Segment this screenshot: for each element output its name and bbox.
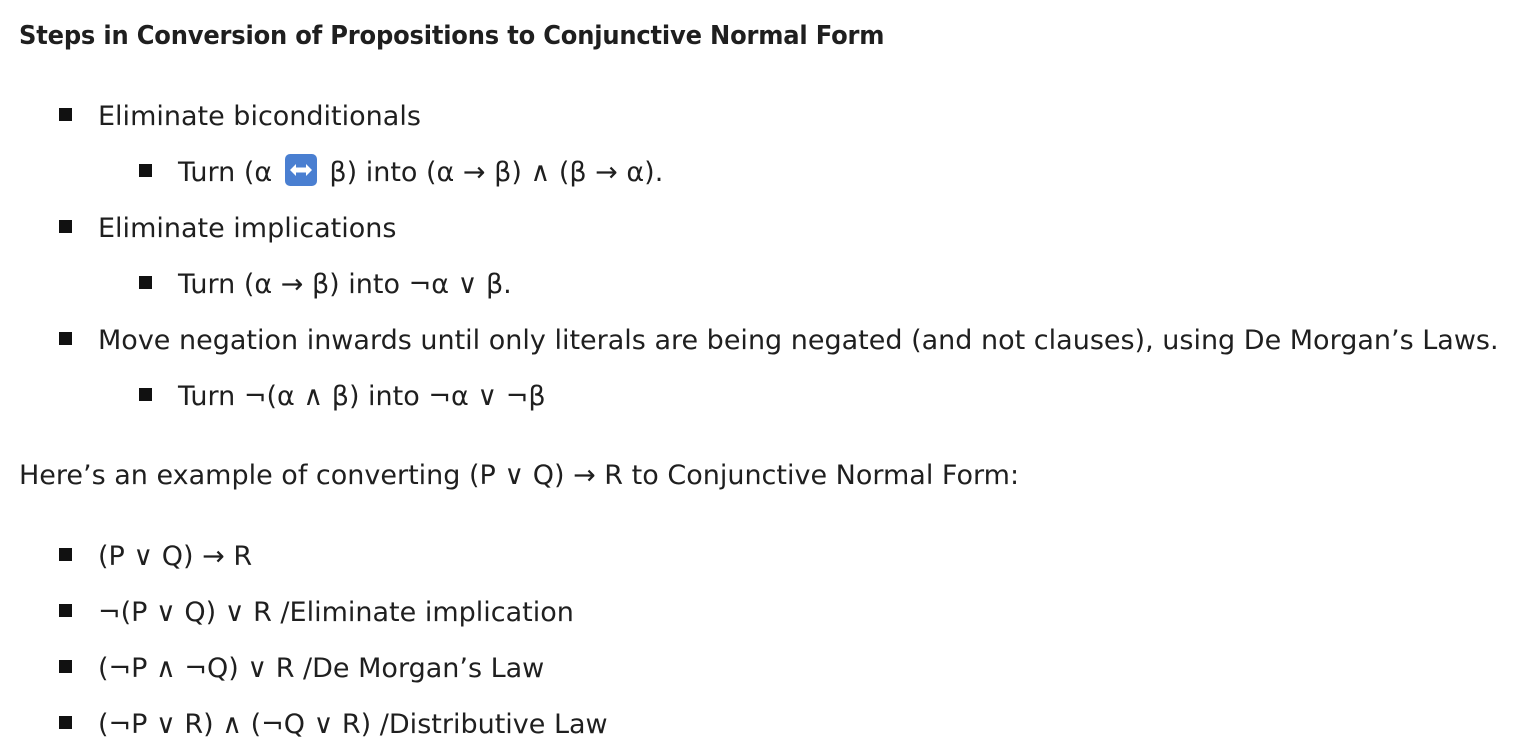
list-item-step-2 xyxy=(59,208,396,248)
example-step-3-text: (¬P ∧ ¬Q) ∨ R /De Morgan’s Law xyxy=(98,652,545,684)
example-step-2-text: ¬(P ∨ Q) ∨ R /Eliminate implication xyxy=(98,596,574,628)
list-item-step-3-detail xyxy=(139,376,546,416)
square-bullet-icon xyxy=(139,164,152,177)
square-bullet-icon xyxy=(59,332,72,345)
step-1-detail-after: β) into (α → β) ∧ (β → α). xyxy=(329,156,664,188)
example-step-3 xyxy=(59,648,544,688)
example-step-4-text: (¬P ∨ R) ∧ (¬Q ∨ R) /Distributive Law xyxy=(98,708,608,740)
square-bullet-icon xyxy=(139,276,152,289)
example-step-2 xyxy=(59,592,574,632)
square-bullet-icon xyxy=(59,716,72,729)
square-bullet-icon xyxy=(59,108,72,121)
step-1-label: Eliminate biconditionals xyxy=(98,100,421,132)
square-bullet-icon xyxy=(139,388,152,401)
section-heading: Steps in Conversion of Propositions to Conjunctive Normal Form xyxy=(19,21,885,51)
list-item-step-2-detail xyxy=(139,264,512,304)
step-1-detail-text xyxy=(178,153,663,193)
step-2-label: Eliminate implications xyxy=(98,212,397,244)
list-item-step-1-detail xyxy=(139,152,663,192)
step-3-detail-text: Turn ¬(α ∧ β) into ¬α ∨ ¬β xyxy=(178,380,546,412)
step-1-detail-before: Turn (α xyxy=(178,156,273,188)
example-step-1-text: (P ∨ Q) → R xyxy=(98,540,253,572)
square-bullet-icon xyxy=(59,220,72,233)
square-bullet-icon xyxy=(59,548,72,561)
example-step-1 xyxy=(59,536,252,576)
left-right-arrow-icon xyxy=(285,154,317,186)
example-step-4 xyxy=(59,704,608,744)
square-bullet-icon xyxy=(59,660,72,673)
example-intro-paragraph: Here’s an example of converting (P ∨ Q) → R to Conjunctive Normal Form: xyxy=(19,460,1020,491)
list-item-step-1 xyxy=(59,96,421,136)
step-3-label: Move negation inwards until only literals are being negated (and not clauses), using De Morgan’s Laws. xyxy=(98,324,1499,356)
square-bullet-icon xyxy=(59,604,72,617)
step-2-detail-text: Turn (α → β) into ¬α ∨ β. xyxy=(178,268,512,300)
list-item-step-3 xyxy=(59,320,1499,360)
